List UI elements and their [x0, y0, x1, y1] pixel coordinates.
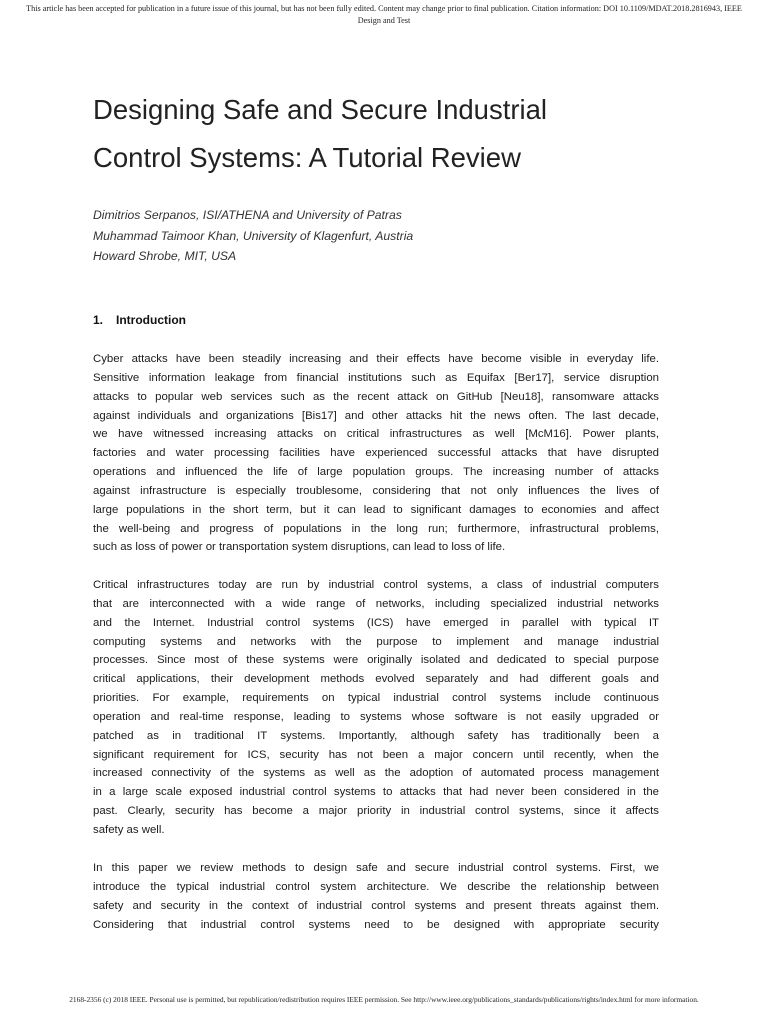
paragraph-line: that are interconnected with a wide range of networks, including specialized industrial networks [93, 597, 659, 610]
paragraph-line: Cyber attacks have been steadily increasing and their effects have become visible in everyday life. [93, 353, 659, 365]
paragraph-line: In this paper we review methods to design safe and secure industrial control systems. First, we [93, 862, 659, 874]
paragraph-line: against infrastructure is especially troublesome, considering that not only influences the lives of [93, 484, 659, 497]
section-number: 1. [93, 313, 104, 327]
paragraph-line: patched as in traditional IT systems. Importantly, although safety has traditionally been a [93, 729, 659, 742]
paragraph-line: such as loss of power or transportation system disruptions, can lead to loss of life. [93, 541, 506, 554]
paragraph-line: we have witnessed increasing attacks on critical infrastructures as well [McM16]. Power plants, [93, 428, 659, 441]
paragraph-line: operations and influenced the life of large population groups. The increasing number of attacks [93, 466, 659, 479]
paragraph-line: in a large scale exposed industrial control systems to attacks that had never been considered in the [93, 786, 659, 799]
paragraph-line: against individuals and organizations [Bis17] and other attacks hit the news often. The last decade, [93, 409, 659, 422]
body-paragraph [93, 859, 659, 934]
paragraph-line: increased connectivity of the systems as well as the adoption of automated process management [93, 767, 659, 780]
body-paragraph [93, 350, 659, 557]
paper-title [93, 86, 693, 182]
paragraph-line: factories and water processing facilities have experienced successful attacks that have disrupted [93, 447, 659, 460]
author-affiliation: Muhammad Taimoor Khan, University of Klagenfurt, Austria [93, 228, 414, 243]
paragraph-line: Sensitive information leakage from financial institutions such as Equifax [Ber17], service disruption [93, 371, 659, 384]
title-line: Designing Safe and Secure Industrial [93, 94, 548, 125]
section-title: Introduction [116, 313, 186, 327]
paragraph-line: past. Clearly, security has become a major priority in industrial control systems, since it affects [93, 805, 659, 818]
paragraph-line: and the Internet. Industrial control systems (ICS) have emerged in parallel with typical IT [93, 616, 659, 629]
body-paragraph [93, 576, 659, 840]
paragraph-line: priorities. For example, requirements on typical industrial control systems include continuous [93, 692, 659, 705]
title-line: Control Systems: A Tutorial Review [93, 142, 521, 173]
section-heading [93, 311, 186, 329]
author-affiliation: Howard Shrobe, MIT, USA [93, 249, 237, 264]
paragraph-line: safety and security in the context of industrial control systems and present threats against them. [93, 899, 659, 912]
paragraph-line: processes. Since most of these systems were originally isolated and dedicated to special purpose [93, 654, 659, 667]
copyright-footer: 2168-2356 (c) 2018 IEEE. Personal use is permitted, but republication/redistribution requires IEEE permission. See http://www.ieee.org/publications_standards/publications/rights/index.html for more information. [69, 995, 699, 1004]
paragraph-line: Critical infrastructures today are run by industrial control systems, a class of industrial computers [93, 579, 659, 591]
banner-line: Design and Test [357, 16, 411, 25]
author-affiliation: Dimitrios Serpanos, ISI/ATHENA and University of Patras [93, 208, 402, 222]
paragraph-line: safety as well. [93, 823, 165, 836]
paragraph-line: large populations in the short term, but it can lead to significant damages to economies and affect [93, 503, 659, 516]
paragraph-line: critical applications, their development methods evolved separately and had different goals and [93, 673, 659, 686]
paragraph-line: the well-being and progress of populations in the long run; furthermore, infrastructural problems, [93, 522, 659, 535]
banner-line: This article has been accepted for publication in a future issue of this journal, but has not been fully edited. Content may change prior to final publication. Citation information: DOI 10.1109/MDAT.2018.2816943, IEEE [26, 4, 742, 13]
journal-banner [0, 3, 768, 27]
author-list [93, 205, 673, 267]
paragraph-line: attacks to popular web services such as the recent attack on GitHub [Neu18], ransomware attacks [93, 390, 659, 403]
paragraph-line: computing systems and networks with the purpose to implement and manage industrial [93, 635, 659, 648]
paragraph-line: significant requirement for ICS, security has not been a major concern until recently, when the [93, 748, 659, 761]
paragraph-line: operation and real-time response, leading to systems whose software is not easily upgraded or [93, 710, 659, 723]
paragraph-line: introduce the typical industrial control system architecture. We describe the relationship between [93, 880, 659, 893]
paragraph-line: Considering that industrial control systems need to be designed with appropriate security [93, 918, 659, 931]
